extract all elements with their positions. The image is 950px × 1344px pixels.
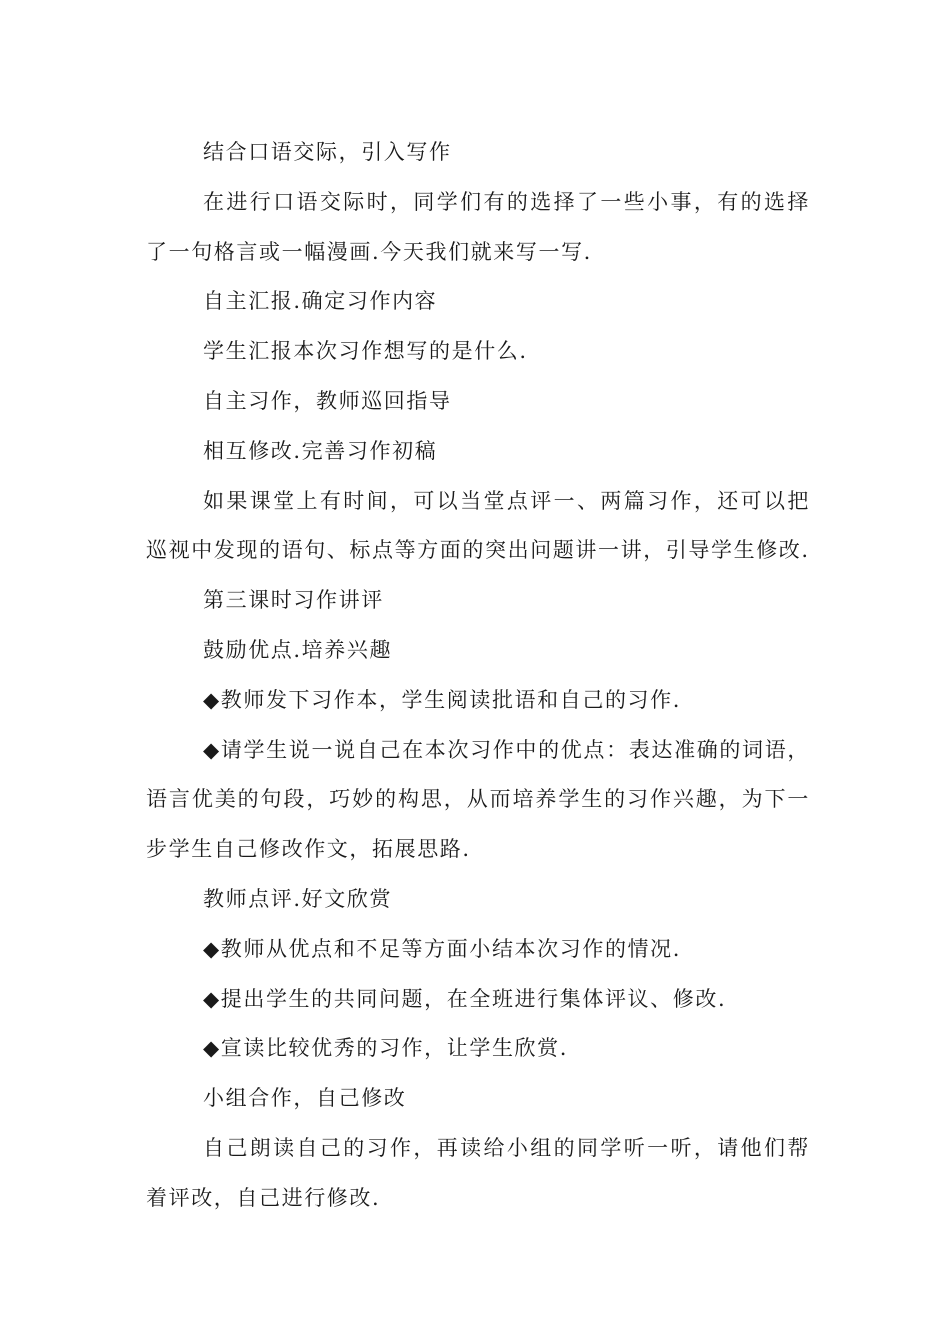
section-heading: 自主习作，教师巡回指导: [203, 388, 452, 413]
bullet-item: ◆宣读比较优秀的习作，让学生欣赏.: [203, 1036, 569, 1061]
bullet-item: ◆请学生说一说自己在本次习作中的优点：表达准确的词语，语言优美的句段，巧妙的构思，从而培养学生的习作兴趣，为下一步学生自己修改作文，拓展思路.: [146, 737, 810, 862]
section-heading: 自主汇报.确定习作内容: [203, 289, 438, 314]
document-body: [146, 128, 810, 1224]
lesson-title: 第三课时习作讲评: [203, 588, 384, 613]
section-heading: 教师点评.好文欣赏: [203, 886, 393, 911]
body-paragraph: 如果课堂上有时间，可以当堂点评一、两篇习作，还可以把巡视中发现的语句、标点等方面的突出问题讲一讲，引导学生修改.: [146, 488, 810, 563]
body-paragraph: 在进行口语交际时，同学们有的选择了一些小事，有的选择了一句格言或一幅漫画.今天我们就来写一写.: [146, 189, 810, 264]
bullet-item: ◆教师发下习作本，学生阅读批语和自己的习作.: [203, 687, 682, 712]
bullet-item: ◆教师从优点和不足等方面小结本次习作的情况.: [203, 936, 682, 961]
section-heading: 小组合作，自己修改: [203, 1086, 407, 1111]
section-heading: 相互修改.完善习作初稿: [203, 438, 438, 463]
body-paragraph: 自己朗读自己的习作，再读给小组的同学听一听，请他们帮着评改，自己进行修改.: [146, 1135, 810, 1210]
section-heading: 结合口语交际，引入写作: [203, 140, 452, 164]
body-paragraph: 学生汇报本次习作想写的是什么.: [203, 339, 528, 364]
bullet-item: ◆提出学生的共同问题，在全班进行集体评议、修改.: [203, 986, 727, 1011]
section-heading: 鼓励优点.培养兴趣: [203, 637, 393, 662]
